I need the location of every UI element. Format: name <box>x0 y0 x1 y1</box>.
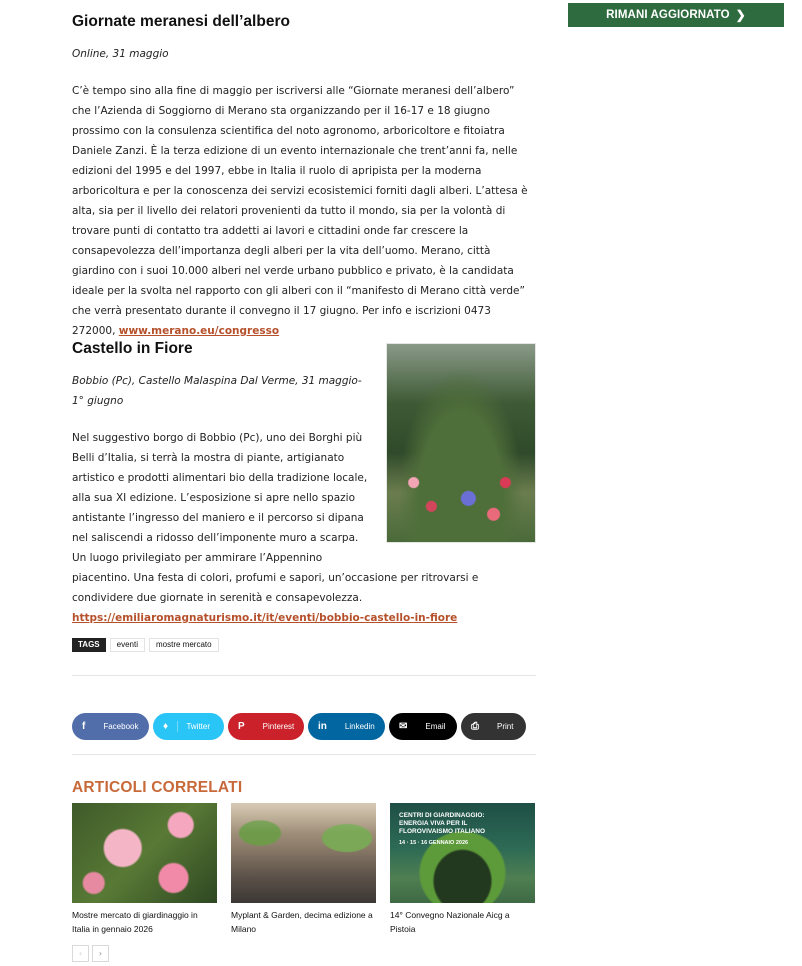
share-label: Facebook <box>103 722 139 731</box>
tag-mostre-mercato[interactable]: mostre mercato <box>149 638 219 652</box>
event-body-text: Nel suggestivo borgo di Bobbio (Pc), uno dei Borghi più Belli d’Italia, si terrà la mostra di piante, artigianato artistico e prodotti alimentari bio della tradizione locale, alla sua XI edizione. L’esposizione si apre nello spazio antistante l’ingresso del maniero e il percorso si dipana nel saliscendi a ridosso dell’imponente muro a scarpa. Un luogo privilegiato per ammirare l’Appennino piacentino. Una festa di colori, profumi e sapori, un’occasione per ritrovarsi e condividere due giornate in serenità e consapevolezza. <box>72 432 479 604</box>
next-page-button[interactable]: › <box>92 945 109 962</box>
poster-date: 14 · 15 · 16 GENNAIO 2026 <box>399 840 469 846</box>
fair-thumbnail[interactable] <box>231 803 376 903</box>
related-articles-title: ARTICOLI CORRELATI <box>72 779 243 796</box>
event-meta: Online, 31 maggio <box>72 48 169 60</box>
twitter-icon: ♦ <box>163 721 169 732</box>
tags-label: TAGS <box>72 638 106 652</box>
share-twitter-button[interactable] <box>153 713 224 740</box>
chevron-right-icon: ❯ <box>735 8 746 22</box>
event-title: Castello in Fiore <box>72 340 193 357</box>
share-label: Pinterest <box>262 722 295 731</box>
share-email-button[interactable] <box>389 713 457 740</box>
divider <box>72 675 536 676</box>
tags-row <box>72 638 219 652</box>
related-article-card[interactable] <box>390 803 535 936</box>
share-facebook-button[interactable] <box>72 713 149 740</box>
prev-page-button[interactable]: ‹ <box>72 945 89 962</box>
related-article-title[interactable]: Myplant & Garden, decima edizione a Milano <box>231 910 373 934</box>
share-linkedin-button[interactable] <box>308 713 385 740</box>
email-icon: ✉ <box>399 721 408 732</box>
pinterest-icon: P <box>238 721 245 732</box>
event-body-text: C’è tempo sino alla fine di maggio per iscriversi alle “Giornate meranesi dell’albero” che l’Azienda di Soggiorno di Merano sta organizzando per il 16-17 e 18 giugno prossimo con la consulenza scientifica del noto agronomo, arboricoltore e fitoiatra Daniele Zanzi. È la terza edizione di un evento internazionale che trent’anni fa, nelle edizioni del 1995 e del 1997, ebbe in Italia il ruolo di apripista per la moderna arboricoltura e per la conoscenza dei servizi ecosistemici forniti dagli alberi. L’attesa è alta, sia per il livello dei relatori provenienti da tutto il mondo, sia per la volontà di trovare punti di contatto tra addetti ai lavori e cittadini onde far crescere la consapevolezza dell’importanza degli alberi per la vita dell’uomo. Merano, città giardino con i suoi 10.000 alberi nel verde urbano pubblico e privato, è la candidata ideale per la svolta nel rapporto con gli alberi con il “manifesto di Merano città verde” che verrà presentato durante il convegno il 17 giugno. Per info e iscrizioni 0473 272000, <box>72 85 528 337</box>
related-article-title[interactable]: 14° Convegno Nazionale Aicg a Pistoia <box>390 910 510 934</box>
share-pinterest-button[interactable] <box>228 713 304 740</box>
share-label: Twitter <box>186 722 210 731</box>
share-label: Email <box>425 722 446 731</box>
event-body <box>72 81 536 341</box>
related-pager <box>72 945 109 962</box>
stay-updated-label: RIMANI AGGIORNATO <box>606 9 730 21</box>
related-article-card[interactable] <box>72 803 217 936</box>
related-article-card[interactable] <box>231 803 376 936</box>
stay-updated-button[interactable] <box>568 3 784 27</box>
castle-flowers-photo <box>386 343 536 543</box>
share-label: Print <box>497 722 514 731</box>
event-meta: Bobbio (Pc), Castello Malaspina Dal Verme, 31 maggio-1° giugno <box>72 375 362 407</box>
share-buttons <box>72 713 526 740</box>
roses-thumbnail[interactable] <box>72 803 217 903</box>
tag-eventi[interactable]: eventi <box>110 638 145 652</box>
event-link[interactable]: www.merano.eu/congresso <box>118 325 280 337</box>
share-label: Linkedin <box>344 722 375 731</box>
related-article-title[interactable]: Mostre mercato di giardinaggio in Italia in gennaio 2026 <box>72 910 198 934</box>
linkedin-icon: in <box>318 721 327 732</box>
event-title: Giornate meranesi dell’albero <box>72 13 290 30</box>
share-print-button[interactable] <box>461 713 526 740</box>
convegno-poster-thumbnail[interactable] <box>390 803 535 903</box>
print-icon: ⎙ <box>471 721 479 732</box>
facebook-icon: f <box>82 721 86 732</box>
poster-headline: CENTRI DI GIARDINAGGIO: ENERGIA VIVA PER IL FLOROVIVAISMO ITALIANO <box>399 812 486 835</box>
event-link[interactable]: https://emiliaromagnaturismo.it/it/eventi/bobbio-castello-in-fiore <box>72 612 458 624</box>
event-body <box>72 428 536 628</box>
divider <box>72 754 536 755</box>
related-articles-list <box>72 803 535 936</box>
poster-text <box>399 812 499 847</box>
